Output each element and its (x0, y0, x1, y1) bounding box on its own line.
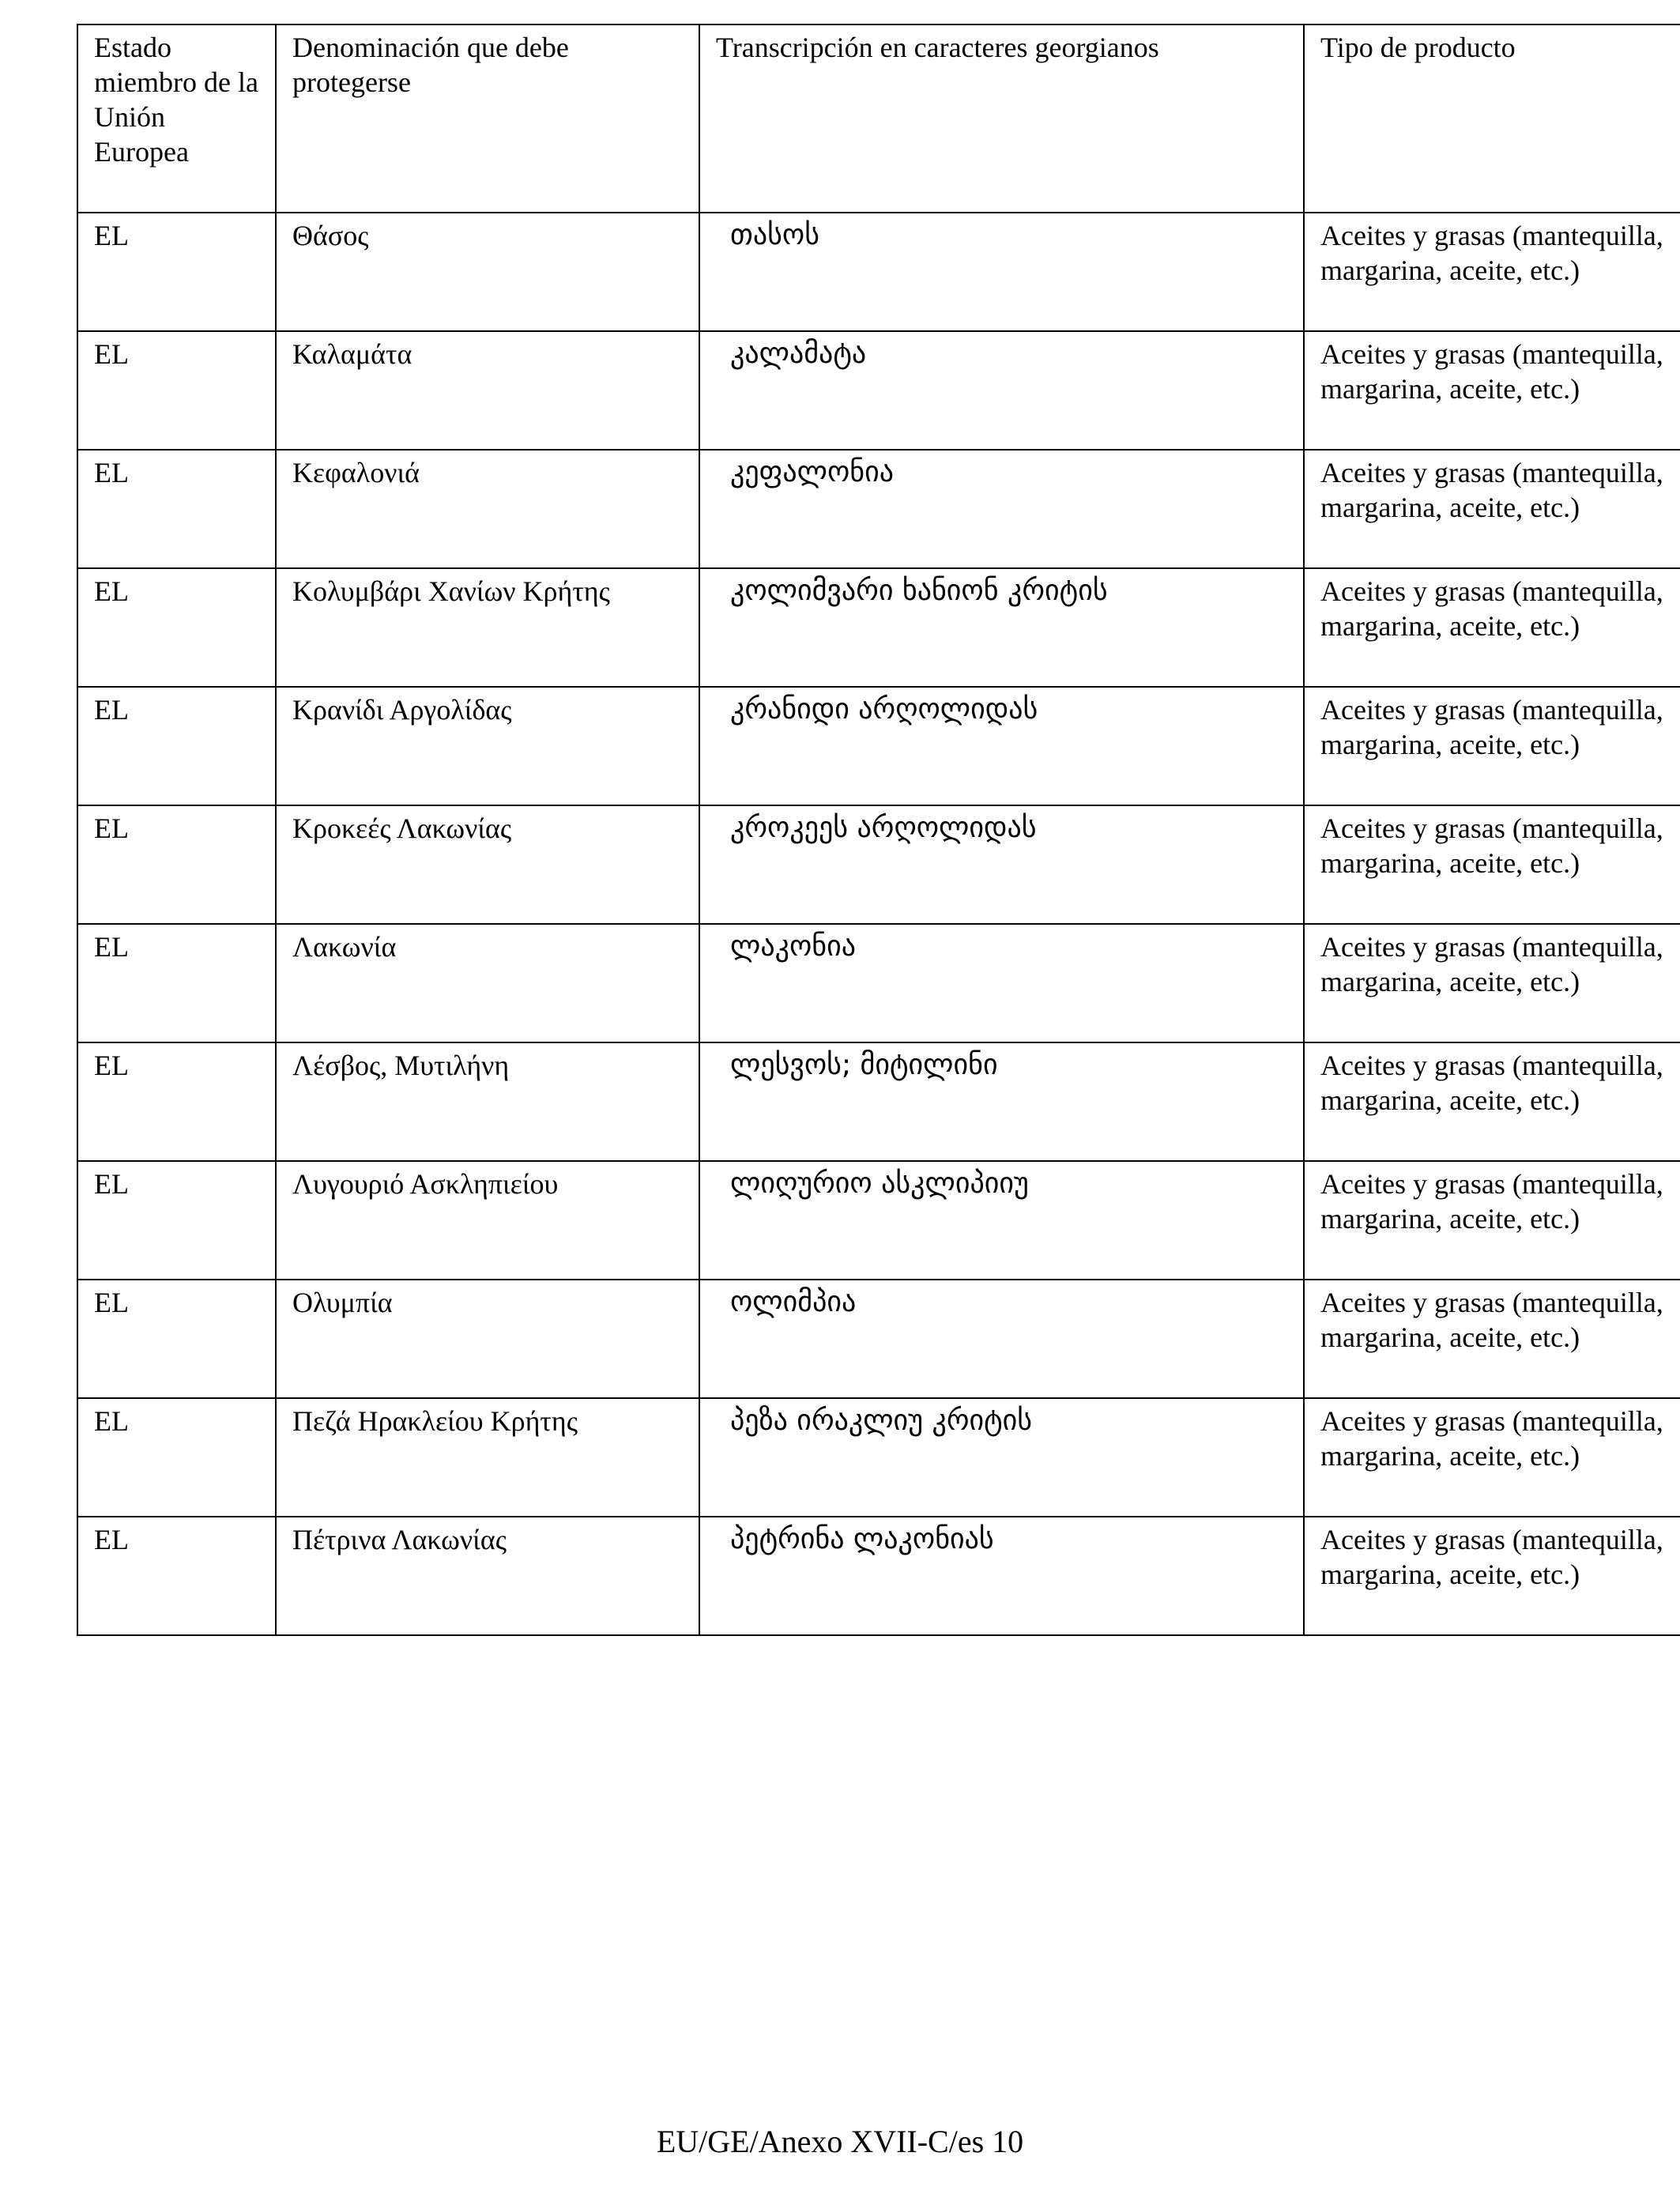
table-row (77, 924, 1680, 1042)
cell-georgian-transcription: თასოს (699, 213, 1304, 331)
cell-product-type: Aceites y grasas (mantequilla, margarina, aceite, etc.) (1304, 1280, 1680, 1398)
cell-protected-name: Καλαμάτα (276, 331, 699, 450)
table-body (77, 213, 1680, 1635)
cell-product-type: Aceites y grasas (mantequilla, margarina, aceite, etc.) (1304, 924, 1680, 1042)
cell-member-state: EL (77, 1517, 276, 1635)
header-georgian-transcription: Transcripción en caracteres georgianos (699, 25, 1304, 213)
table-row (77, 568, 1680, 687)
cell-georgian-transcription: ლაკონია (699, 924, 1304, 1042)
cell-georgian-transcription: ლიღურიო ასკლიპიიუ (699, 1161, 1304, 1280)
cell-member-state: EL (77, 450, 276, 568)
cell-georgian-transcription: კალამატა (699, 331, 1304, 450)
cell-protected-name: Κολυμβάρι Χανίων Κρήτης (276, 568, 699, 687)
cell-member-state: EL (77, 331, 276, 450)
table-row (77, 1398, 1680, 1517)
table-row (77, 1280, 1680, 1398)
cell-product-type: Aceites y grasas (mantequilla, margarina, aceite, etc.) (1304, 1161, 1680, 1280)
cell-member-state: EL (77, 1161, 276, 1280)
cell-member-state: EL (77, 687, 276, 805)
table-row (77, 1161, 1680, 1280)
table-row (77, 805, 1680, 924)
cell-product-type: Aceites y grasas (mantequilla, margarina, aceite, etc.) (1304, 687, 1680, 805)
cell-product-type: Aceites y grasas (mantequilla, margarina, aceite, etc.) (1304, 1517, 1680, 1635)
cell-georgian-transcription: ლესვოს; მიტილინი (699, 1042, 1304, 1161)
cell-member-state: EL (77, 1042, 276, 1161)
table-row (77, 213, 1680, 331)
cell-product-type: Aceites y grasas (mantequilla, margarina, aceite, etc.) (1304, 331, 1680, 450)
cell-georgian-transcription: კეფალონია (699, 450, 1304, 568)
page-footer-reference: EU/GE/Anexo XVII-C/es 10 (656, 2124, 1024, 2159)
gi-table (77, 24, 1680, 1636)
cell-protected-name: Πέτρινα Λακωνίας (276, 1517, 699, 1635)
cell-member-state: EL (77, 568, 276, 687)
table-row (77, 1042, 1680, 1161)
cell-product-type: Aceites y grasas (mantequilla, margarina, aceite, etc.) (1304, 450, 1680, 568)
table-row (77, 331, 1680, 450)
header-member-state: Estado miembro de la Unión Europea (77, 25, 276, 213)
header-product-type: Tipo de producto (1304, 25, 1680, 213)
cell-georgian-transcription: ოლიმპია (699, 1280, 1304, 1398)
cell-product-type: Aceites y grasas (mantequilla, margarina, aceite, etc.) (1304, 1042, 1680, 1161)
cell-protected-name: Θάσος (276, 213, 699, 331)
table-row (77, 687, 1680, 805)
cell-member-state: EL (77, 924, 276, 1042)
table-row (77, 450, 1680, 568)
cell-protected-name: Κρανίδι Αργολίδας (276, 687, 699, 805)
table-header-row (77, 25, 1680, 213)
cell-protected-name: Λυγουριό Ασκληπιείου (276, 1161, 699, 1280)
cell-product-type: Aceites y grasas (mantequilla, margarina, aceite, etc.) (1304, 805, 1680, 924)
header-protected-name: Denominación que debe protegerse (276, 25, 699, 213)
cell-georgian-transcription: კოლიმვარი ხანიონ კრიტის (699, 568, 1304, 687)
cell-georgian-transcription: პეზა ირაკლიუ კრიტის (699, 1398, 1304, 1517)
cell-member-state: EL (77, 1398, 276, 1517)
cell-product-type: Aceites y grasas (mantequilla, margarina, aceite, etc.) (1304, 568, 1680, 687)
table-row (77, 1517, 1680, 1635)
cell-member-state: EL (77, 213, 276, 331)
cell-member-state: EL (77, 805, 276, 924)
cell-georgian-transcription: პეტრინა ლაკონიას (699, 1517, 1304, 1635)
cell-protected-name: Λέσβος, Μυτιλήνη (276, 1042, 699, 1161)
cell-product-type: Aceites y grasas (mantequilla, margarina, aceite, etc.) (1304, 213, 1680, 331)
cell-georgian-transcription: კრანიდი არღოლიდას (699, 687, 1304, 805)
cell-protected-name: Λακωνία (276, 924, 699, 1042)
cell-member-state: EL (77, 1280, 276, 1398)
cell-protected-name: Πεζά Ηρακλείου Κρήτης (276, 1398, 699, 1517)
cell-protected-name: Ολυμπία (276, 1280, 699, 1398)
cell-protected-name: Κροκεές Λακωνίας (276, 805, 699, 924)
cell-georgian-transcription: კროკეეს არღოლიდას (699, 805, 1304, 924)
cell-product-type: Aceites y grasas (mantequilla, margarina, aceite, etc.) (1304, 1398, 1680, 1517)
cell-protected-name: Κεφαλονιά (276, 450, 699, 568)
